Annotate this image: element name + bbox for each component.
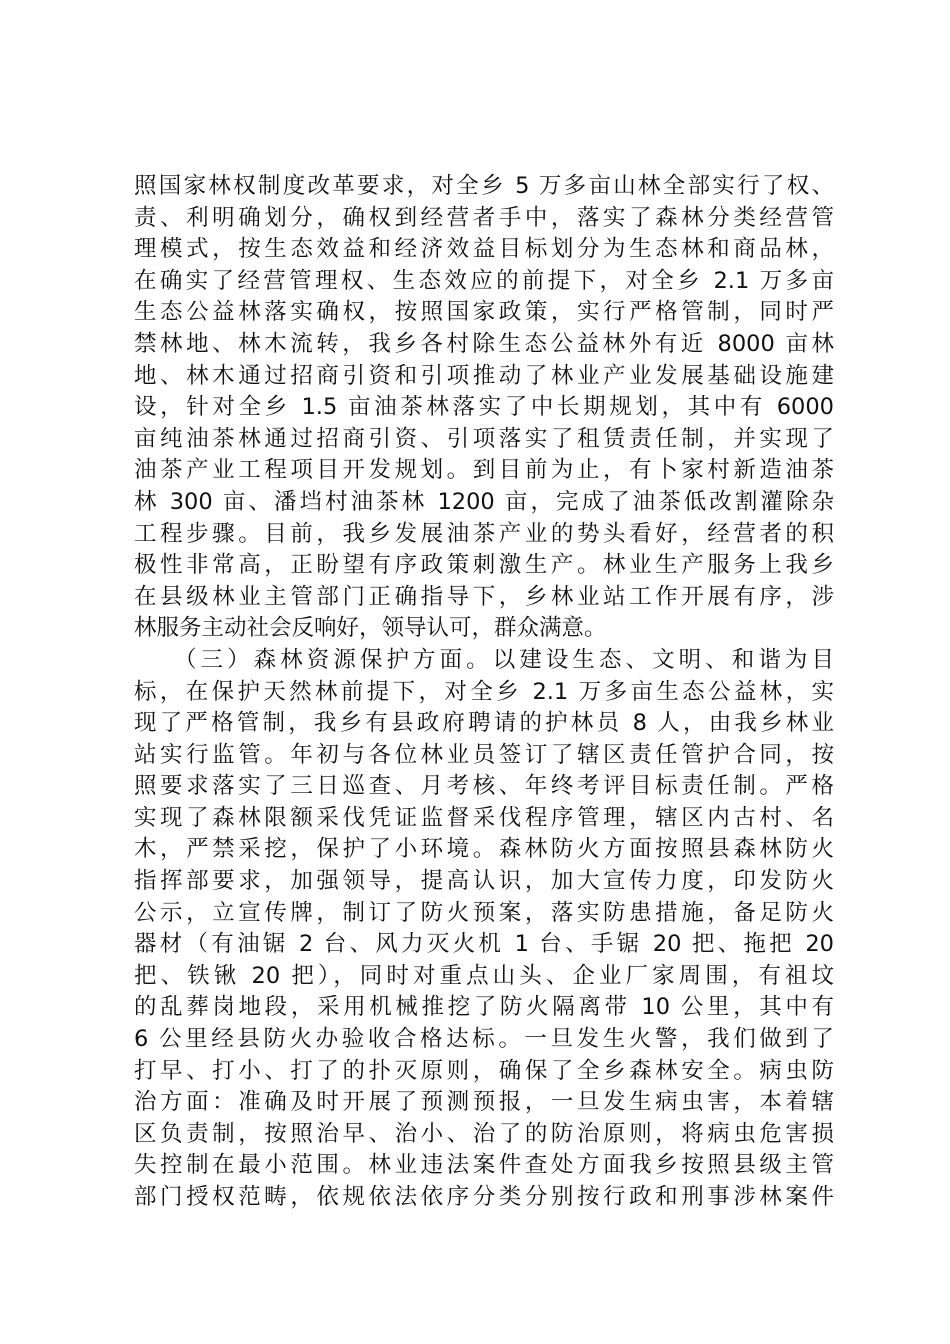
body-text [134, 171, 834, 1214]
text-line: 照要求落实了三日巡查、月考核、年终考评目标责任制。严格 [134, 773, 834, 800]
text-line: 极性非常高，正盼望有序政策刺激生产。林业生产服务上我乡 [134, 552, 834, 579]
text-line: 部门授权范畴，依规依法依序分类分别按行政和刑事涉林案件 [134, 1184, 834, 1210]
text-line: 标，在保护天然林前提下，对全乡 2.1 万多亩生态公益林，实 [134, 678, 834, 705]
text-line: 的乱葬岗地段，采用机械推挖了防火隔离带 10 公里，其中有 [134, 994, 834, 1021]
section-heading-line: （三）森林资源保护方面。以建设生态、文明、和谐为目 [174, 646, 834, 673]
text-line: 区负责制，按照治早、治小、治了的防治原则，将病虫危害损 [134, 1120, 834, 1147]
text-line: 现了严格管制，我乡有县政府聘请的护林员 8 人，由我乡林业 [134, 710, 834, 737]
text-line: 设，针对全乡 1.5 亩油茶林落实了中长期规划，其中有 6000 [134, 394, 834, 421]
text-line: 失控制在最小范围。林业违法案件查处方面我乡按照县级主管 [134, 1152, 834, 1179]
text-line: 工程步骤。目前，我乡发展油茶产业的势头看好，经营者的积 [134, 520, 834, 547]
text-line: 地、林木通过招商引资和引项推动了林业产业发展基础设施建 [134, 362, 834, 389]
text-line: 木，严禁采挖，保护了小环境。森林防火方面按照县森林防火 [134, 836, 834, 863]
text-line: 生态公益林落实确权，按照国家政策，实行严格管制，同时严 [134, 299, 834, 326]
text-line: 治方面：准确及时开展了预测预报，一旦发生病虫害，本着辖 [134, 1089, 834, 1116]
paragraph-end-line: 林服务主动社会反响好，领导认可，群众满意。 [134, 615, 607, 642]
text-line: 照国家林权制度改革要求，对全乡 5 万多亩山林全部实行了权、 [134, 173, 834, 199]
text-line: 器材（有油锯 2 台、风力灭火机 1 台、手锯 20 把、拖把 20 [134, 931, 834, 958]
text-line: 责、利明确划分，确权到经营者手中，落实了森林分类经营管 [134, 204, 834, 231]
text-line: 林 300 亩、潘垱村油茶林 1200 亩，完成了油茶低改割灌除杂 [134, 488, 834, 515]
text-line: 打早、打小、打了的扑灭原则，确保了全乡森林安全。病虫防 [134, 1057, 834, 1084]
text-line: 理模式，按生态效益和经济效益目标划分为生态林和商品林， [134, 236, 834, 263]
text-line: 把、铁锹 20 把），同时对重点山头、企业厂家周围，有祖坟 [134, 962, 834, 989]
text-line: 指挥部要求，加强领导，提高认识，加大宣传力度，印发防火 [134, 868, 834, 895]
text-line: 在县级林业主管部门正确指导下，乡林业站工作开展有序，涉 [134, 583, 834, 610]
text-line: 公示，立宣传牌，制订了防火预案，落实防患措施，备足防火 [134, 899, 834, 926]
text-line: 站实行监管。年初与各位林业员签订了辖区责任管护合同，按 [134, 741, 834, 768]
text-line: 亩纯油茶林通过招商引资、引项落实了租赁责任制，并实现了 [134, 425, 834, 452]
text-line: 禁林地、林木流转，我乡各村除生态公益林外有近 8000 亩林 [134, 330, 834, 357]
text-line: 实现了森林限额采伐凭证监督采伐程序管理，辖区内古村、名 [134, 804, 834, 831]
text-line: 油茶产业工程项目开发规划。到目前为止，有卜家村新造油茶 [134, 457, 834, 484]
text-line: 在确实了经营管理权、生态效应的前提下，对全乡 2.1 万多亩 [134, 267, 834, 294]
text-line: 6 公里经县防火办验收合格达标。一旦发生火警，我们做到了 [134, 1026, 834, 1053]
